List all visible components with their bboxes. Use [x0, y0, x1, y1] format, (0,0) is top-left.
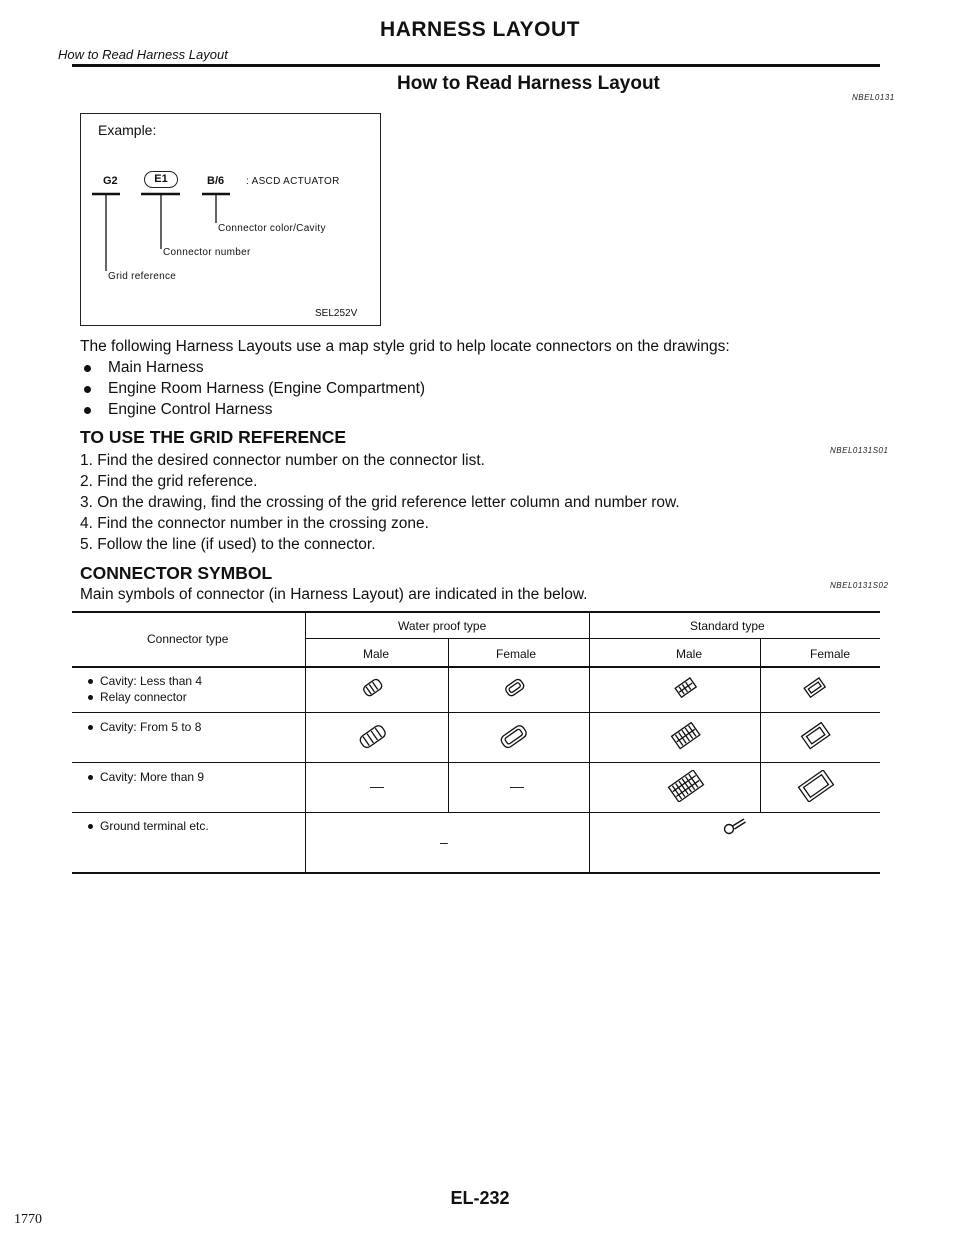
header-rule — [72, 64, 880, 67]
header-wp-male: Male — [363, 647, 390, 661]
row1-label-b: Relay connector — [88, 690, 187, 704]
example-ref-code: SEL252V — [315, 308, 358, 319]
grid-step-4: 4. Find the connector number in the crossing zone. — [80, 515, 429, 532]
grid-section-title: TO USE THE GRID REFERENCE — [80, 427, 347, 447]
symbol-section-title: CONNECTOR SYMBOL — [80, 563, 273, 583]
grid-step-2: 2. Find the grid reference. — [80, 473, 258, 490]
header-std-male: Male — [676, 647, 703, 661]
bullet-engine-control-harness: Engine Control Harness — [84, 401, 273, 419]
wp-male-medium-connector-icon — [357, 724, 389, 750]
grid-step-3: 3. On the drawing, find the crossing of the grid reference letter column and number row. — [80, 494, 680, 511]
page-code: EL-232 — [450, 1188, 510, 1208]
grid-step-5: 5. Follow the line (if used) to the connector. — [80, 536, 376, 553]
wp-male-small-connector-icon — [360, 677, 386, 699]
intro-text: The following Harness Layouts use a map style grid to help locate connectors on the drawings: — [80, 338, 730, 355]
wp-ground-none: – — [440, 834, 448, 850]
std-female-small-connector-icon — [802, 677, 828, 699]
header-standard: Standard type — [690, 619, 765, 633]
wp-female-medium-connector-icon — [498, 724, 530, 750]
symbol-section-text: Main symbols of connector (in Harness Layout) are indicated in the below. — [80, 586, 588, 603]
header-wp-female: Female — [496, 647, 537, 661]
header-water-proof: Water proof type — [398, 619, 487, 633]
callout-grid-reference: Grid reference — [108, 271, 177, 282]
example-connector-number: E1 — [144, 171, 178, 188]
example-grid: G2 — [103, 175, 118, 187]
std-female-large-connector-icon — [797, 770, 835, 802]
example-label: Example: — [98, 122, 157, 138]
grid-step-1: 1. Find the desired connector number on the connector list. — [80, 452, 485, 469]
section-code: NBEL0131 — [852, 93, 895, 102]
callout-color-cavity: Connector color/Cavity — [218, 223, 326, 234]
symbol-section-code: NBEL0131S02 — [830, 581, 889, 590]
grid-section-code: NBEL0131S01 — [830, 446, 889, 455]
header-std-female: Female — [810, 647, 851, 661]
callout-connector-number: Connector number — [163, 247, 251, 258]
std-male-medium-connector-icon — [670, 722, 702, 750]
wp-male-none: — — [370, 778, 384, 794]
page-subtitle: How to Read Harness Layout — [58, 47, 228, 62]
ground-terminal-icon — [722, 816, 748, 836]
example-description: : ASCD ACTUATOR — [246, 176, 340, 187]
example-callout-lines — [80, 113, 381, 326]
std-male-small-connector-icon — [673, 677, 699, 699]
page-number: 1770 — [14, 1212, 42, 1227]
row1-label-a: Cavity: Less than 4 — [88, 674, 202, 688]
bullet-engine-room-harness: Engine Room Harness (Engine Compartment) — [84, 380, 425, 398]
row3-label: Cavity: More than 9 — [88, 770, 204, 784]
section-title: How to Read Harness Layout — [397, 73, 660, 94]
wp-female-small-connector-icon — [502, 677, 528, 699]
bullet-main-harness: Main Harness — [84, 359, 204, 377]
header-connector-type: Connector type — [147, 632, 229, 646]
page-title: HARNESS LAYOUT — [380, 18, 580, 41]
row4-label: Ground terminal etc. — [88, 819, 209, 833]
std-male-large-connector-icon — [667, 770, 705, 802]
example-color-cavity: B/6 — [207, 175, 225, 187]
row2-label: Cavity: From 5 to 8 — [88, 720, 201, 734]
wp-female-none: — — [510, 778, 524, 794]
std-female-medium-connector-icon — [800, 722, 832, 750]
